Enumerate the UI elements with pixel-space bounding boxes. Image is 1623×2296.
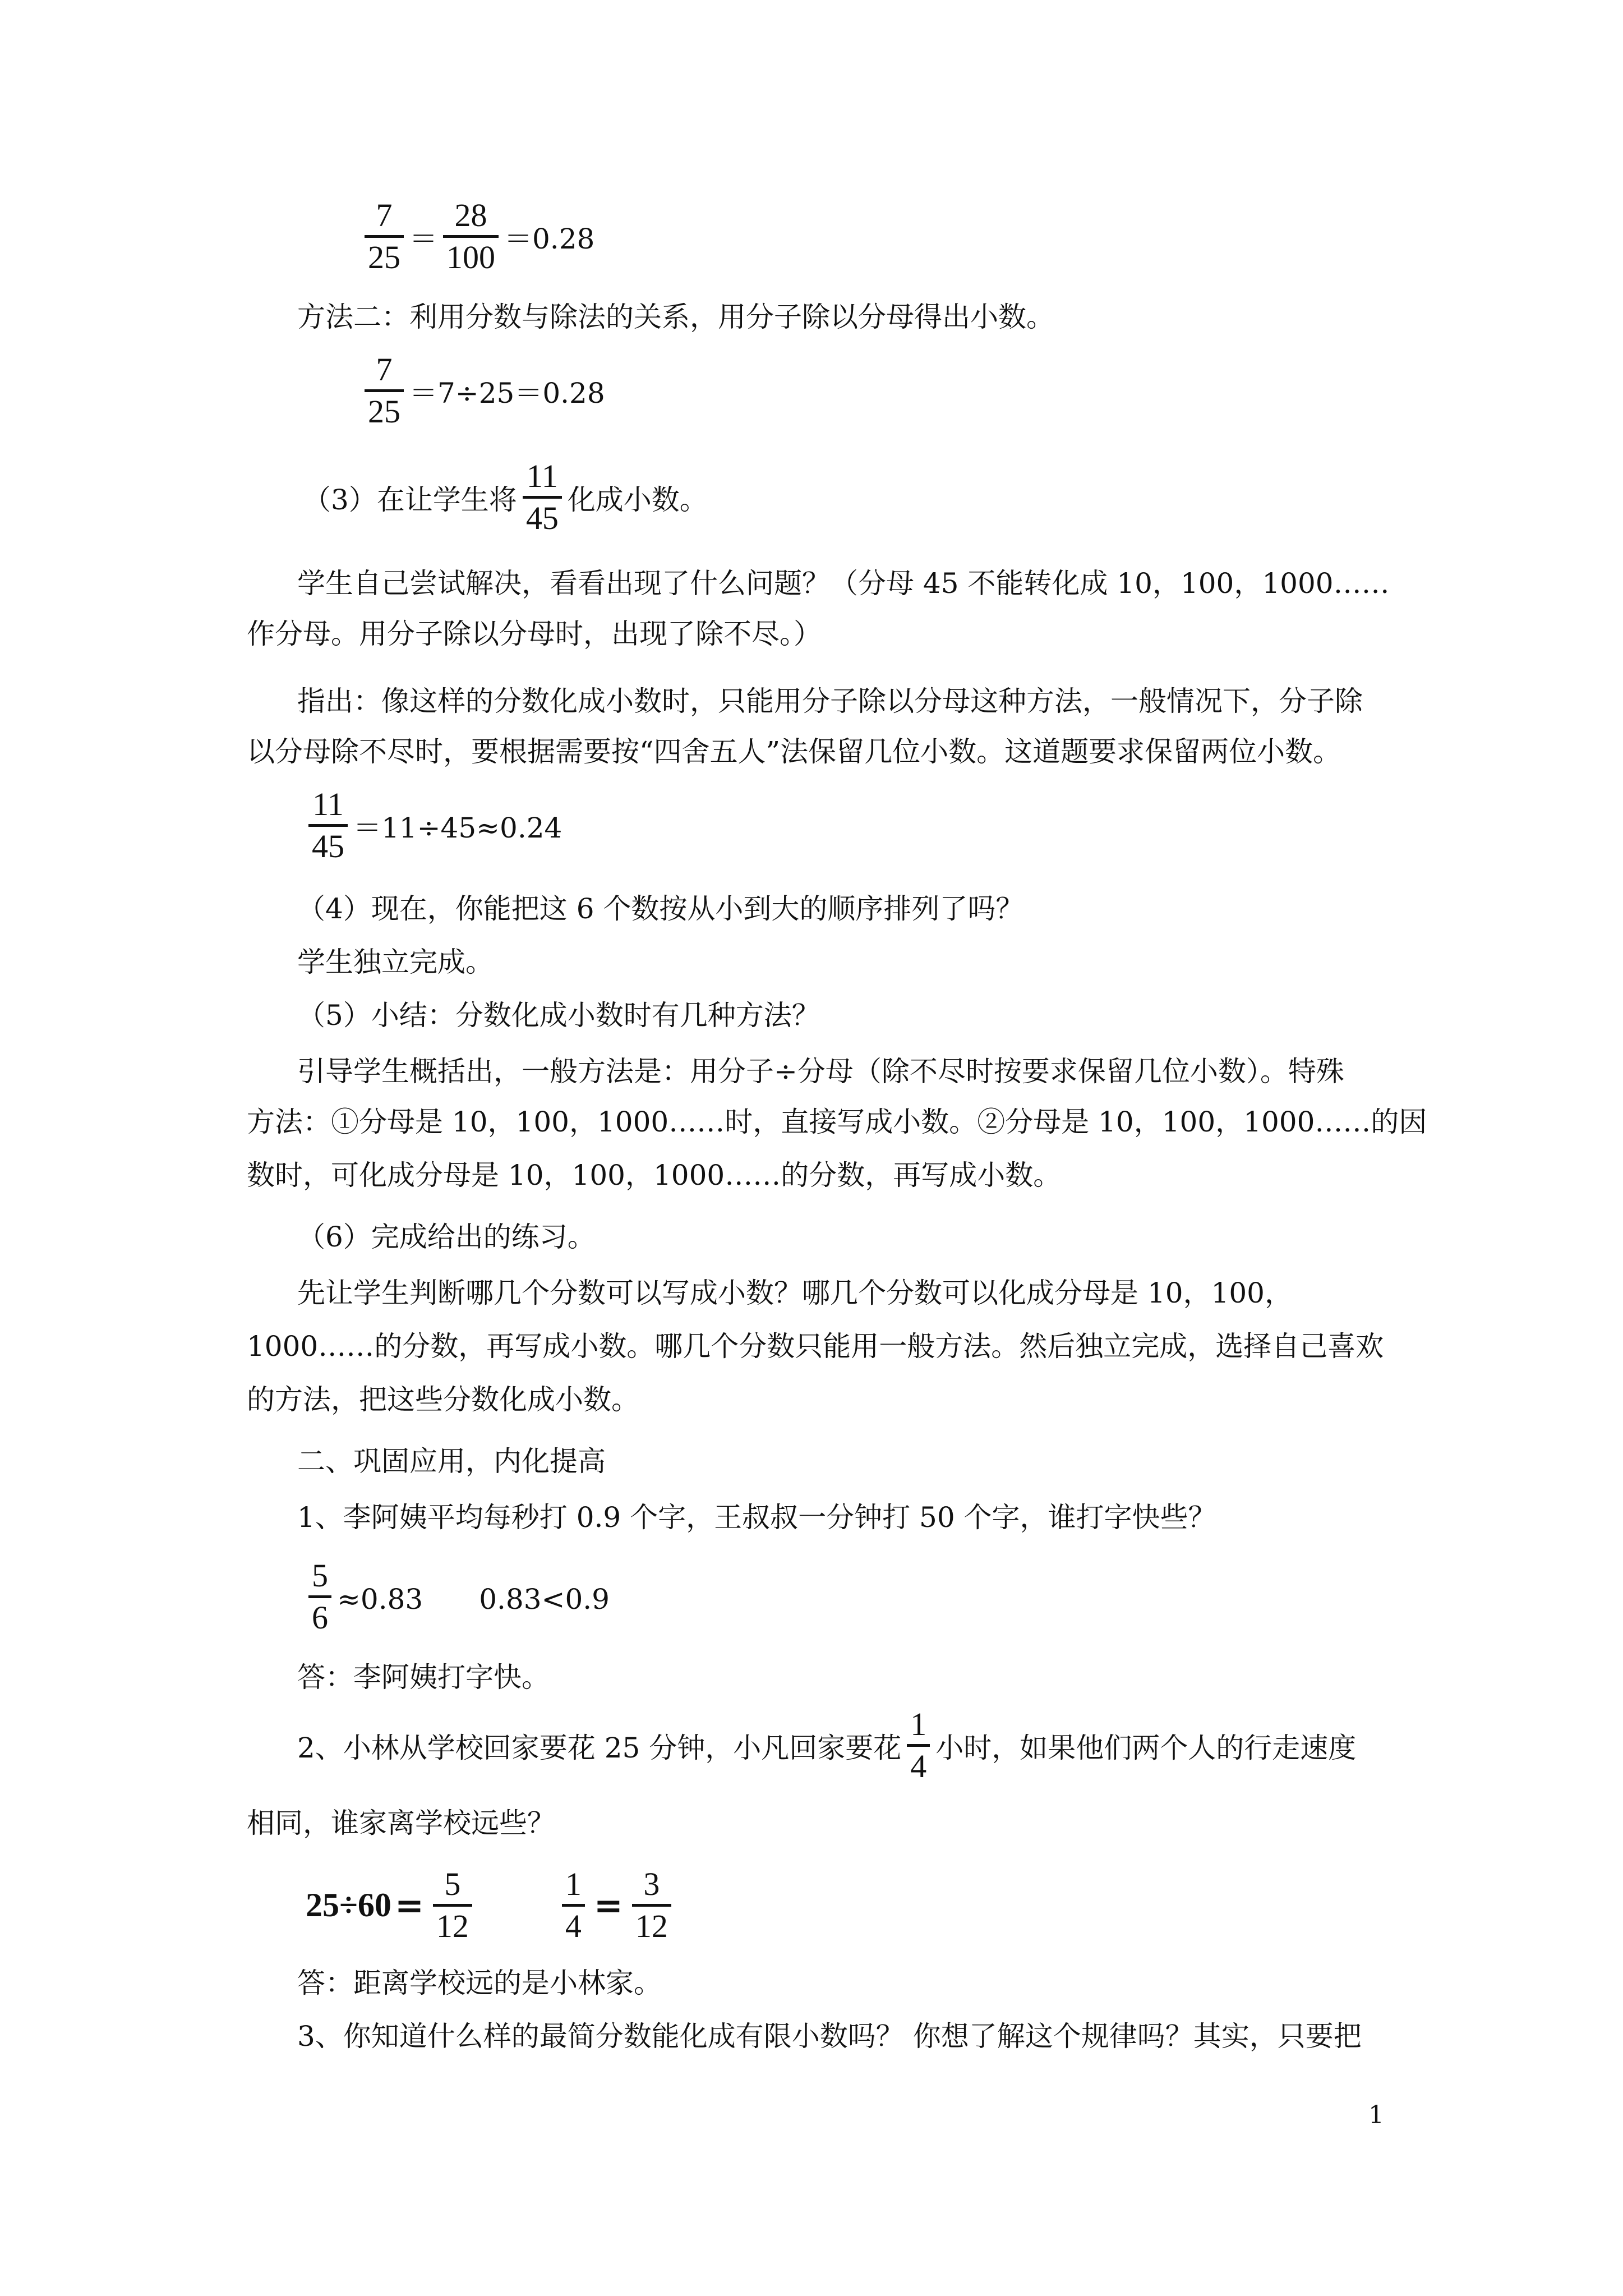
fraction: 7 25 — [365, 353, 404, 428]
paragraph-line: 引导学生概括出，一般方法是：用分子÷分母（除不尽时按要求保留几位小数）。特殊 — [297, 1055, 1344, 1088]
fraction: 3 12 — [632, 1868, 671, 1943]
step-4-response: 学生独立完成。 — [297, 946, 494, 978]
fraction: 1 4 — [562, 1868, 585, 1943]
fraction: 5 12 — [433, 1868, 472, 1943]
question-2-line: 2、小林从学校回家要花 25 分钟，小凡回家要花 1 4 小时，如果他们两个人的行走速度 — [297, 1706, 1357, 1784]
paragraph-line: 1000……的分数，再写成小数。哪几个分数只能用一般方法。然后独立完成，选择自己喜欢 — [247, 1330, 1384, 1363]
fraction: 7 25 — [365, 199, 404, 274]
page-number: 1 — [1368, 2101, 1384, 2129]
fraction: 5 6 — [308, 1559, 331, 1634]
paragraph-line: 的方法，把这些分数化成小数。 — [247, 1383, 639, 1416]
fraction: 11 45 — [523, 460, 562, 535]
question-3: 3、你知道什么样的最简分数能化成有限小数吗？ 你想了解这个规律吗？其实，只要把 — [297, 2020, 1362, 2053]
equation-eleven-45: 11 45 ＝11÷45≈0.24 — [303, 788, 562, 863]
paragraph-line: 作分母。用分子除以分母时，出现了除不尽。） — [247, 618, 822, 650]
paragraph-line: 数时，可化成分母是 10，100，1000……的分数，再写成小数。 — [247, 1159, 1062, 1191]
paragraph-line: 学生自己尝试解决，看看出现了什么问题？（分母 45 不能转化成 10，100，1000…… — [297, 567, 1390, 600]
paragraph-line: 先让学生判断哪几个分数可以写成小数？哪几个分数可以化成分母是 10，100， — [297, 1277, 1293, 1309]
fraction: 11 45 — [308, 788, 348, 863]
equation-five-sixths: 5 6 ≈0.83 0.83<0.9 — [303, 1559, 610, 1634]
paragraph-line: 以分母除不尽时，要根据需要按“四舍五人”法保留几位小数。这道题要求保留两位小数。 — [247, 735, 1341, 768]
answer-1: 答：李阿姨打字快。 — [297, 1661, 550, 1694]
fraction: 28 100 — [443, 199, 499, 274]
step-4-text: （4）现在，你能把这 6 个数按从小到大的顺序排列了吗？ — [297, 892, 1024, 925]
equation-seven-25-to-decimal: 7 25 ＝ 28 100 ＝0.28 — [359, 199, 594, 274]
fraction: 1 4 — [907, 1708, 930, 1783]
step-6-text: （6）完成给出的练习。 — [297, 1221, 596, 1253]
step-5-text: （5）小结：分数化成小数时有几种方法？ — [297, 999, 820, 1032]
step-3-line: （3）在让学生将 11 45 化成小数。 — [303, 458, 708, 536]
question-1: 1、李阿姨平均每秒打 0.9 个字，王叔叔一分钟打 50 个字，谁打字快些？ — [297, 1501, 1216, 1534]
section-heading: 二、巩固应用，内化提高 — [297, 1445, 606, 1478]
method-two-text: 方法二：利用分数与除法的关系，用分子除以分母得出小数。 — [297, 301, 1054, 333]
equation-division: 7 25 ＝7÷25＝0.28 — [359, 353, 605, 428]
paragraph-line: 指出：像这样的分数化成小数时，只能用分子除以分母这种方法，一般情况下，分子除 — [297, 685, 1363, 717]
equation-comparison: 25÷60 = 5 12 1 4 = 3 12 — [306, 1868, 677, 1943]
paragraph-line: 方法：①分母是 10，100，1000……时，直接写成小数。②分母是 10，100，1000……的因 — [247, 1106, 1427, 1138]
question-2-line-2: 相同，谁家离学校远些？ — [247, 1807, 555, 1839]
answer-2: 答：距离学校远的是小林家。 — [297, 1967, 662, 1999]
